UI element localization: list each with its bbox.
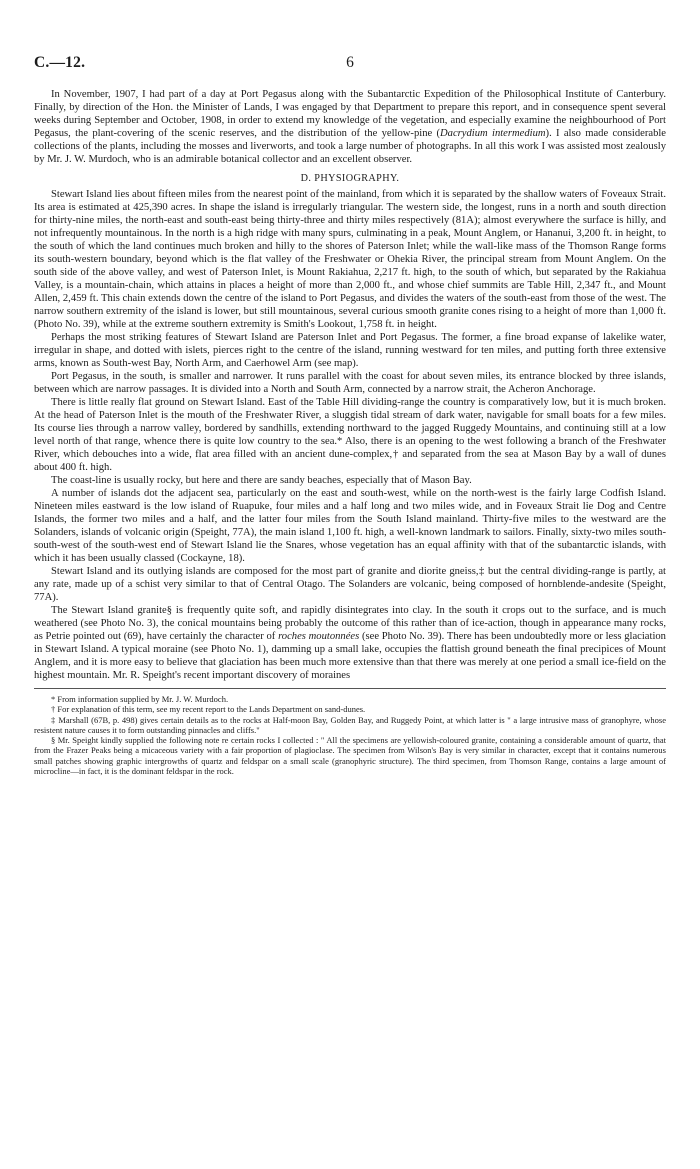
granite-italic-term: roches moutonnées [278, 631, 360, 642]
intro-species-name: Dacrydium intermedium [440, 128, 546, 139]
footnote: † For explanation of this term, see my recent report to the Lands Department on sand-dunes. [51, 704, 366, 715]
body-paragraph: There is little really flat ground on Stewart Island. East of the Table Hill dividing-range the country is comparatively low, but it is much broken. At the head of Paterson Inlet is the mouth of the Freshwater River, a sluggish tidal stream of dark water, navigable for small boats for a few miles. Its course lies through a narrow valley, bordered by sandhills, extending northward to the jagged Ruggedy Mountains, and continuing still at a low level north of that range, whence there is quite low country to the sea.* Also, there is an opening to the west following a branch of the Freshwater River, which debouches into a wide, flat area filled with an ancient dune-complex,† and separated from the sea at Mason Bay by a wall of dunes about 400 ft. high. [34, 397, 666, 473]
body-paragraph: Stewart Island lies about fifteen miles from the nearest point of the mainland, from which it is separated by the shallow waters of Foveaux Strait. Its area is estimated at 425,390 acres. In shape the island is irregularly triangular. The western side, the longest, runs in a north and south direction for thirty-nine miles, the north-east and south-east being thirty-three and thirty miles respectively (81A); almost everywhere the surface is hilly, and not infrequently mountainous. In the north is a high ridge with many spurs, culminating in a peak, Mount Anglem, or Hananui, 3,200 ft. in height, to the south of which the land continues much broken and hilly to the shores of Paterson Inlet; while the wall-like mass of the Thomson Range forms its south-western boundary, beyond which is the flat valley of the Freshwater or Ohekia River, the principal stream from Mount Anglem. On the south side of the above valley, and west of Paterson Inlet, is Mount Rakiahua, 2,217 ft. high, to the south of which, but separated by the Rakiahua Valley, is a mountain-chain, which attains in places a height of more than 2,000 ft., and whose chief summits are Table Hill, 2,347 ft., and Mount Allen, 2,459 ft. This chain extends down the centre of the island to Port Pegasus, and divides the waters of the south-east from those of the west. The narrow southern extremity of the island is lower, but still mountainous, several curious smooth granite cones rising to a height of more than 1,000 ft. (Photo No. 39), while at the extreme southern extremity is Smith's Lookout, 1,758 ft. in height. [34, 189, 666, 330]
granite-text-b: (see Photo No. 39). There has been undoubtedly more or less glaciation in Stewart Island. A typical moraine (see Photo No. 1), damming up a small lake, occupies the flattish ground beneath the final precipices of Mount Anglem, and it is more easy to believe that glaciation has been much more extensive than that there was merely at one period a small ice-field on the highest mountain. Mr. R. Speight's recent important discovery of moraines [34, 631, 666, 681]
report-code: C.—12. [34, 54, 86, 71]
page-header [34, 54, 666, 76]
intro-text-a: In November, 1907, I had part of a day at Port Pegasus along with the Subantarctic Expedition of the Philosophical Institute of Canterbury. Finally, by direction of the Hon. the Minister of Lands, I was engaged by that Department to prepare this report, and in consequence spent several weeks during September and October, 1908, in order to extend my knowledge of the vegetation, and especially examine the neighbourhood of Port Pegasus, the plant-covering of the scenic reserves, and the distribution of the yellow-pine ( [34, 89, 666, 139]
body-paragraph: Port Pegasus, in the south, is smaller and narrower. It runs parallel with the coast for about seven miles, its entrance blocked by three islands, between which are narrow passages. It is divided into a North and South Arm, connected by a narrow strait, the Acheron Anchorage. [34, 371, 666, 395]
body-paragraph: A number of islands dot the adjacent sea, particularly on the east and south-west, while on the north-west is the fairly large Codfish Island. Nineteen miles eastward is the low island of Ruapuke, four miles and a half long and two miles wide, and in Foveaux Strait lie Dog and Centre Islands, the former two miles and a half, and the latter four miles from the South Island mainland. Thirty-five miles to the westward are the Solanders, islands of volcanic origin (Speight, 77A), the main island 1,100 ft. high, a well-known landmark to sailors. Finally, sixty-two miles south-south-west of the south-west end of Stewart Island lie the Snares, whose vegetation has an equal affinity with that of the subantarctic islands, with which it has been usually classed (Cockayne, 18). [34, 488, 666, 564]
footnote-divider [34, 688, 666, 689]
intro-paragraph [34, 88, 666, 166]
footnote: § Mr. Speight kindly supplied the following note re certain rocks I collected : " All the specimens are yellowish-coloured granite, containing a considerable amount of quartz, that from the Frazer Peaks being a micaceous variety with a fair proportion of plagioclase. The specimen from Wilson's Bay is very similar in character, except that it contains numerous small patches showing graphic intergrowths of quartz and feldspar on a small scale (granophyric structure). The third specimen, from Thomson Range, contains a large amount of microcline—in fact, it is the dominant feldspar in the rock. [34, 735, 666, 777]
granite-text-a: The Stewart Island granite§ is frequently quite soft, and rapidly disintegrates into clay. In the south it crops out to the surface, and is much weathered (see Photo No. 3), the conical mountains being probably the outcome of this rather than of ice-action, though in appearance many rocks, as Petrie pointed out (69), have certainly the character of [34, 605, 666, 642]
body-paragraph: The coast-line is usually rocky, but here and there are sandy beaches, especially that of Mason Bay. [51, 475, 472, 486]
body-paragraph: Perhaps the most striking features of Stewart Island are Paterson Inlet and Port Pegasus. The former, a fine broad expanse of lakelike water, irregular in shape, and dotted with islets, pierces right to the centre of the island, running westward for ten miles, and putting forth three extensive arms, known as South-west Bay, North Arm, and Caerhowel Arm (see map). [34, 332, 666, 369]
section-heading: D. PHYSIOGRAPHY. [300, 173, 400, 184]
granite-paragraph [34, 604, 666, 682]
footnote: * From information supplied by Mr. J. W. Murdoch. [51, 694, 229, 704]
intro-text-b: ). I also made considerable collections of the plants, including the mosses and liverworts, and took a large number of photographs. In all this work I was assisted most zealously by Mr. J. W. Murdoch, who is an admirable botanical collector and an excellent observer. [34, 128, 667, 165]
footnote: ‡ Marshall (67B, p. 498) gives certain details as to the rocks at Half-moon Bay, Golden Bay, and Ruggedy Point, at which latter is " a large intrusive mass of granophyre, whose resistent nature causes it to form outstanding pinnacles and cliffs." [34, 714, 666, 735]
page-number: 6 [346, 54, 354, 71]
body-paragraph: Stewart Island and its outlying islands are composed for the most part of granite and diorite gneiss,‡ but the central dividing-range is partly, at any rate, made up of a schist very similar to that of Central Otago. The Solanders are volcanic, being composed of hornblende-andesite (Speight, 77A). [34, 566, 666, 603]
footnotes [34, 694, 666, 776]
